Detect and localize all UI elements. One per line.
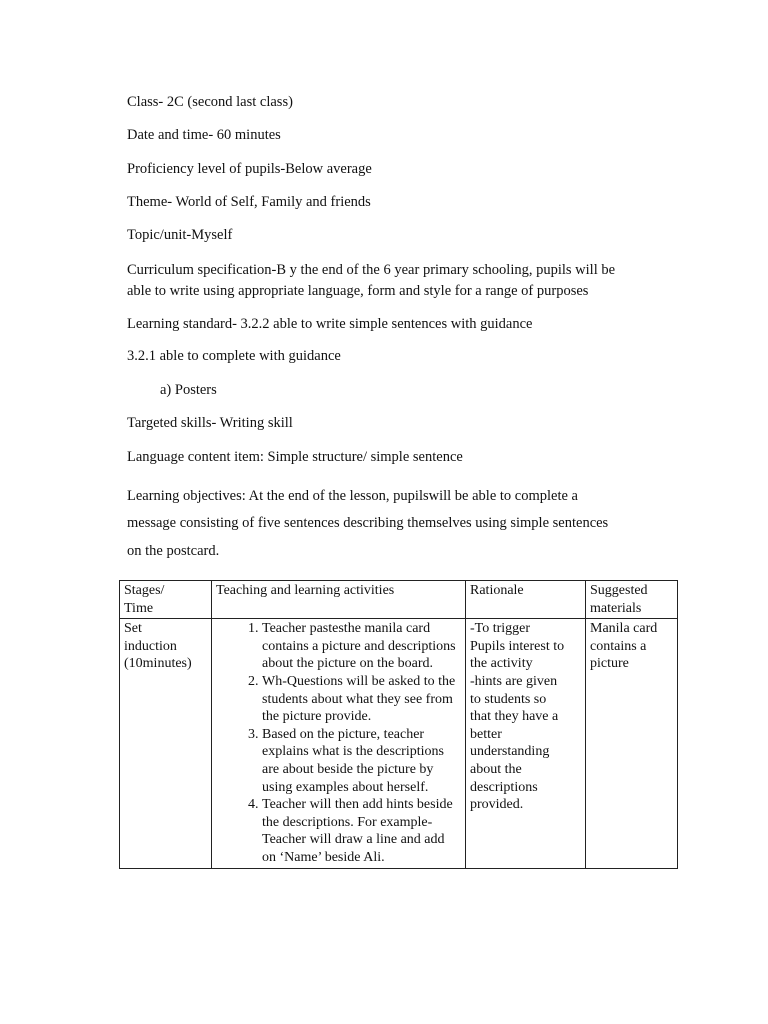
materials-cell: Manila card contains a picture (586, 619, 678, 868)
rationale-cell: -To trigger Pupils interest to the activity -hints are given to students so that they have a better understanding about the descriptions provided. (466, 619, 586, 868)
objectives-line-2: message consisting of five sentences describing themselves using simple sentences (127, 515, 609, 531)
curriculum-line-1: Curriculum specification-B y the end of the 6 year primary schooling, pupils will be (127, 262, 616, 278)
standard-321-line: 3.2.1 able to complete with guidance (127, 348, 341, 364)
header-stages: Stages/ Time (120, 581, 212, 619)
lesson-plan-table (119, 580, 678, 869)
objectives-line-3: on the postcard. (127, 543, 220, 559)
header-materials: Suggested materials (586, 581, 678, 619)
objectives-line-1: Learning objectives: At the end of the lesson, pupilswill be able to complete a (127, 488, 578, 504)
proficiency-line: Proficiency level of pupils-Below average (127, 161, 372, 177)
curriculum-line-2: able to write using appropriate language, form and style for a range of purposes (127, 283, 589, 299)
targeted-skills-line: Targeted skills- Writing skill (127, 415, 293, 431)
activities-list (216, 620, 461, 866)
topic-line: Topic/unit-Myself (127, 227, 233, 243)
table-row (120, 619, 678, 868)
learning-standard-line: Learning standard- 3.2.2 able to write simple sentences with guidance (127, 316, 533, 332)
posters-line: a) Posters (160, 382, 217, 398)
list-item: 3. Based on the picture, teacher explains what is the descriptions are about beside the picture by using examples about herself. (262, 726, 461, 796)
date-time-line: Date and time- 60 minutes (127, 127, 281, 143)
theme-line: Theme- World of Self, Family and friends (127, 194, 371, 210)
list-item: 2. Wh-Questions will be asked to the students about what they see from the picture provide. (262, 673, 461, 726)
header-rationale: Rationale (466, 581, 586, 619)
activities-cell (212, 619, 466, 868)
language-content-line: Language content item: Simple structure/ simple sentence (127, 449, 463, 465)
class-line: Class- 2C (second last class) (127, 94, 293, 110)
header-activities: Teaching and learning activities (212, 581, 466, 619)
table-header-row (120, 581, 678, 619)
list-item: 1. Teacher pastesthe manila card contains a picture and descriptions about the picture on the board. (262, 620, 461, 673)
stage-cell: Set induction (10minutes) (120, 619, 212, 868)
list-item: 4. Teacher will then add hints beside the descriptions. For example- Teacher will draw a line and add on ‘Name’ beside Ali. (262, 796, 461, 866)
